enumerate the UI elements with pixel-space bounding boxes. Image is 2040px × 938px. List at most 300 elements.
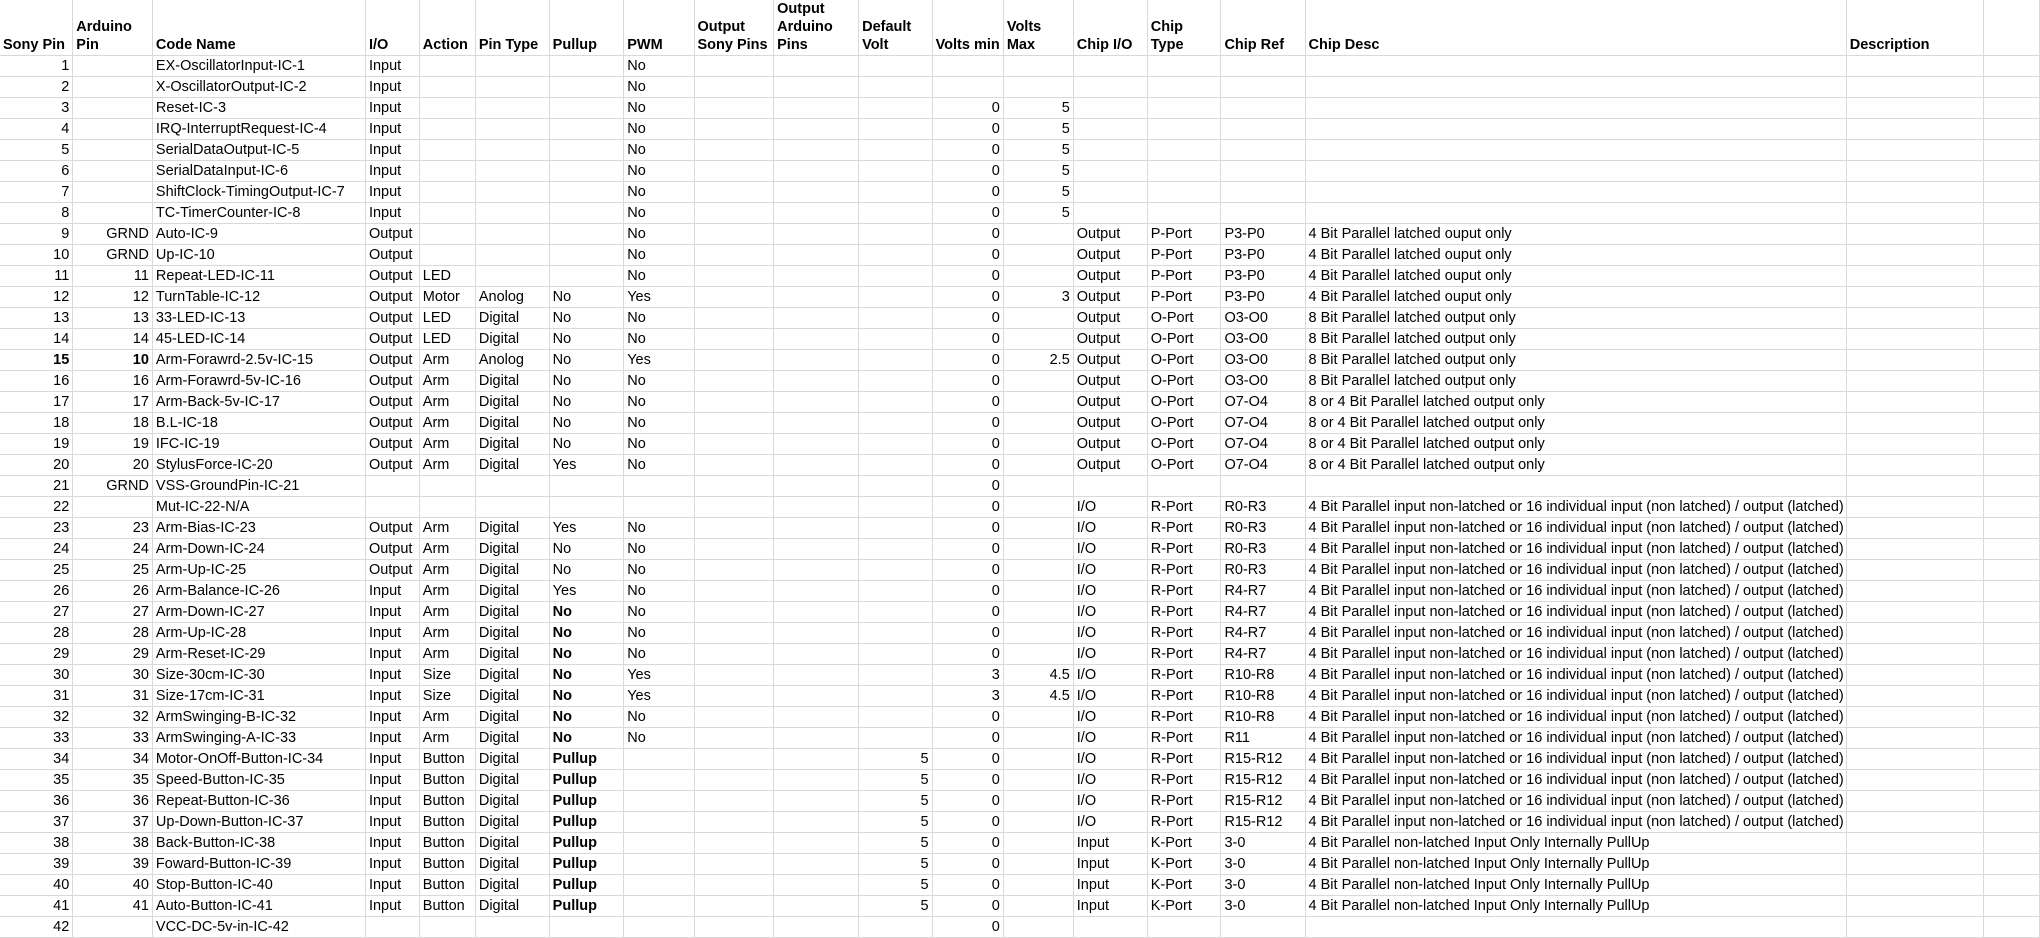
table-cell[interactable]: K-Port: [1147, 833, 1221, 854]
table-cell[interactable]: [1003, 434, 1073, 455]
table-cell[interactable]: 4 Bit Parallel input non-latched or 16 individual input (non latched) / output (latched): [1305, 686, 1846, 707]
table-cell[interactable]: K-Port: [1147, 854, 1221, 875]
table-cell[interactable]: Arm: [419, 602, 475, 623]
table-cell[interactable]: 32: [0, 707, 73, 728]
table-cell[interactable]: 4: [0, 119, 73, 140]
table-cell[interactable]: 0: [932, 854, 1003, 875]
table-cell[interactable]: [1983, 98, 2039, 119]
table-cell[interactable]: [859, 56, 932, 77]
table-cell[interactable]: [859, 728, 932, 749]
table-cell[interactable]: Digital: [475, 686, 549, 707]
table-cell[interactable]: Output: [1073, 434, 1147, 455]
table-cell[interactable]: 29: [0, 644, 73, 665]
table-cell[interactable]: Arm: [419, 434, 475, 455]
table-cell[interactable]: [1147, 182, 1221, 203]
table-cell[interactable]: 2: [0, 77, 73, 98]
table-cell[interactable]: [1983, 560, 2039, 581]
table-cell[interactable]: [475, 497, 549, 518]
table-cell[interactable]: 4 Bit Parallel input non-latched or 16 individual input (non latched) / output (latched): [1305, 644, 1846, 665]
table-cell[interactable]: Arm: [419, 392, 475, 413]
table-cell[interactable]: [859, 77, 932, 98]
table-cell[interactable]: Input: [365, 203, 419, 224]
table-cell[interactable]: [774, 833, 859, 854]
table-cell[interactable]: Size-17cm-IC-31: [152, 686, 365, 707]
table-cell[interactable]: [859, 350, 932, 371]
table-cell[interactable]: 34: [73, 749, 153, 770]
table-cell[interactable]: Arm: [419, 371, 475, 392]
table-cell[interactable]: R15-R12: [1221, 812, 1305, 833]
table-cell[interactable]: [1003, 560, 1073, 581]
table-cell[interactable]: ArmSwinging-B-IC-32: [152, 707, 365, 728]
table-cell[interactable]: [774, 140, 859, 161]
table-cell[interactable]: [1147, 140, 1221, 161]
table-cell[interactable]: 8 or 4 Bit Parallel latched output only: [1305, 413, 1846, 434]
table-cell[interactable]: 3-0: [1221, 854, 1305, 875]
table-cell[interactable]: 5: [859, 833, 932, 854]
table-cell[interactable]: Output: [365, 539, 419, 560]
table-cell[interactable]: 8 or 4 Bit Parallel latched output only: [1305, 392, 1846, 413]
table-cell[interactable]: [549, 476, 624, 497]
table-cell[interactable]: [859, 308, 932, 329]
table-cell[interactable]: 3-0: [1221, 875, 1305, 896]
table-cell[interactable]: 25: [0, 560, 73, 581]
table-cell[interactable]: No: [624, 308, 694, 329]
table-cell[interactable]: Arm-Back-5v-IC-17: [152, 392, 365, 413]
table-cell[interactable]: [1003, 308, 1073, 329]
table-cell[interactable]: Pullup: [549, 854, 624, 875]
table-cell[interactable]: [1003, 770, 1073, 791]
table-cell[interactable]: [475, 224, 549, 245]
table-cell[interactable]: [1846, 749, 1983, 770]
table-cell[interactable]: [774, 476, 859, 497]
table-cell[interactable]: [694, 518, 774, 539]
table-cell[interactable]: [1983, 371, 2039, 392]
table-cell[interactable]: No: [549, 539, 624, 560]
table-cell[interactable]: O-Port: [1147, 308, 1221, 329]
table-cell[interactable]: Yes: [624, 686, 694, 707]
table-cell[interactable]: I/O: [1073, 749, 1147, 770]
table-cell[interactable]: [774, 371, 859, 392]
column-header[interactable]: I/O: [365, 0, 419, 56]
table-cell[interactable]: [1983, 203, 2039, 224]
table-cell[interactable]: TC-TimerCounter-IC-8: [152, 203, 365, 224]
table-cell[interactable]: [1846, 476, 1983, 497]
table-cell[interactable]: 35: [0, 770, 73, 791]
table-cell[interactable]: [1983, 812, 2039, 833]
table-cell[interactable]: [1846, 455, 1983, 476]
table-cell[interactable]: No: [624, 224, 694, 245]
table-cell[interactable]: [1305, 161, 1846, 182]
table-cell[interactable]: No: [624, 707, 694, 728]
table-cell[interactable]: O-Port: [1147, 371, 1221, 392]
table-cell[interactable]: GRND: [73, 245, 153, 266]
table-cell[interactable]: K-Port: [1147, 896, 1221, 917]
table-cell[interactable]: 5: [859, 770, 932, 791]
table-cell[interactable]: R-Port: [1147, 644, 1221, 665]
table-cell[interactable]: 41: [0, 896, 73, 917]
table-cell[interactable]: [694, 644, 774, 665]
table-cell[interactable]: [694, 98, 774, 119]
table-cell[interactable]: [549, 77, 624, 98]
table-cell[interactable]: Digital: [475, 413, 549, 434]
table-cell[interactable]: 30: [73, 665, 153, 686]
table-cell[interactable]: 33: [73, 728, 153, 749]
table-cell[interactable]: Up-Down-Button-IC-37: [152, 812, 365, 833]
table-cell[interactable]: Button: [419, 791, 475, 812]
table-cell[interactable]: 4 Bit Parallel input non-latched or 16 individual input (non latched) / output (latched): [1305, 497, 1846, 518]
table-cell[interactable]: [1003, 455, 1073, 476]
table-cell[interactable]: [1983, 434, 2039, 455]
table-cell[interactable]: No: [549, 434, 624, 455]
table-cell[interactable]: Input: [365, 182, 419, 203]
table-cell[interactable]: No: [624, 518, 694, 539]
table-cell[interactable]: No: [624, 77, 694, 98]
table-cell[interactable]: 4 Bit Parallel latched ouput only: [1305, 224, 1846, 245]
table-cell[interactable]: VCC-DC-5v-in-IC-42: [152, 917, 365, 938]
column-header[interactable]: Arduino Pin: [73, 0, 153, 56]
table-cell[interactable]: [1846, 791, 1983, 812]
table-cell[interactable]: Output: [1073, 287, 1147, 308]
table-cell[interactable]: [1003, 602, 1073, 623]
table-cell[interactable]: [774, 203, 859, 224]
table-cell[interactable]: 28: [73, 623, 153, 644]
table-cell[interactable]: [859, 581, 932, 602]
table-cell[interactable]: [1983, 455, 2039, 476]
table-cell[interactable]: 4.5: [1003, 665, 1073, 686]
table-cell[interactable]: [1983, 707, 2039, 728]
table-cell[interactable]: [694, 56, 774, 77]
table-cell[interactable]: R0-R3: [1221, 539, 1305, 560]
table-cell[interactable]: 4 Bit Parallel input non-latched or 16 individual input (non latched) / output (latched): [1305, 791, 1846, 812]
table-cell[interactable]: [549, 56, 624, 77]
table-cell[interactable]: 0: [932, 518, 1003, 539]
table-cell[interactable]: I/O: [1073, 560, 1147, 581]
table-cell[interactable]: Digital: [475, 896, 549, 917]
table-cell[interactable]: [694, 917, 774, 938]
table-cell[interactable]: [624, 497, 694, 518]
table-cell[interactable]: [694, 896, 774, 917]
table-cell[interactable]: [73, 119, 153, 140]
table-cell[interactable]: [419, 119, 475, 140]
table-cell[interactable]: [1003, 581, 1073, 602]
table-cell[interactable]: Arm-Forawrd-2.5v-IC-15: [152, 350, 365, 371]
table-cell[interactable]: 36: [73, 791, 153, 812]
table-cell[interactable]: I/O: [1073, 602, 1147, 623]
table-cell[interactable]: R-Port: [1147, 602, 1221, 623]
column-header[interactable]: Description: [1846, 0, 1983, 56]
table-cell[interactable]: [774, 812, 859, 833]
table-cell[interactable]: [1846, 623, 1983, 644]
table-cell[interactable]: [1073, 119, 1147, 140]
table-cell[interactable]: [1003, 476, 1073, 497]
table-cell[interactable]: [859, 98, 932, 119]
table-cell[interactable]: [1003, 245, 1073, 266]
table-cell[interactable]: 31: [0, 686, 73, 707]
table-cell[interactable]: [1003, 224, 1073, 245]
table-cell[interactable]: O7-O4: [1221, 455, 1305, 476]
table-cell[interactable]: Output: [365, 560, 419, 581]
table-cell[interactable]: [475, 98, 549, 119]
table-cell[interactable]: 0: [932, 245, 1003, 266]
table-cell[interactable]: Yes: [624, 350, 694, 371]
table-cell[interactable]: Arm-Down-IC-27: [152, 602, 365, 623]
table-cell[interactable]: 24: [0, 539, 73, 560]
table-cell[interactable]: [1003, 518, 1073, 539]
column-header[interactable]: Default Volt: [859, 0, 932, 56]
table-cell[interactable]: [365, 476, 419, 497]
table-cell[interactable]: R-Port: [1147, 518, 1221, 539]
table-cell[interactable]: Digital: [475, 875, 549, 896]
table-cell[interactable]: Stop-Button-IC-40: [152, 875, 365, 896]
table-cell[interactable]: Input: [365, 140, 419, 161]
table-cell[interactable]: [1846, 350, 1983, 371]
table-cell[interactable]: Digital: [475, 434, 549, 455]
table-cell[interactable]: [1983, 161, 2039, 182]
table-cell[interactable]: Output: [1073, 350, 1147, 371]
table-cell[interactable]: [694, 854, 774, 875]
table-cell[interactable]: Input: [365, 161, 419, 182]
table-cell[interactable]: 19: [73, 434, 153, 455]
table-cell[interactable]: [694, 833, 774, 854]
table-cell[interactable]: Input: [1073, 875, 1147, 896]
table-cell[interactable]: R-Port: [1147, 539, 1221, 560]
table-cell[interactable]: Output: [365, 308, 419, 329]
table-cell[interactable]: 0: [932, 791, 1003, 812]
table-cell[interactable]: [774, 329, 859, 350]
table-cell[interactable]: 13: [73, 308, 153, 329]
table-cell[interactable]: IRQ-InterruptRequest-IC-4: [152, 119, 365, 140]
table-cell[interactable]: Speed-Button-IC-35: [152, 770, 365, 791]
table-cell[interactable]: 0: [932, 350, 1003, 371]
table-cell[interactable]: 16: [73, 371, 153, 392]
table-cell[interactable]: I/O: [1073, 497, 1147, 518]
table-cell[interactable]: [1073, 98, 1147, 119]
table-cell[interactable]: Digital: [475, 812, 549, 833]
table-cell[interactable]: [1983, 623, 2039, 644]
table-cell[interactable]: Digital: [475, 602, 549, 623]
table-cell[interactable]: [774, 56, 859, 77]
table-cell[interactable]: [694, 140, 774, 161]
table-cell[interactable]: [475, 203, 549, 224]
table-cell[interactable]: [694, 539, 774, 560]
table-cell[interactable]: Input: [365, 749, 419, 770]
table-cell[interactable]: [1846, 224, 1983, 245]
table-cell[interactable]: [694, 392, 774, 413]
table-cell[interactable]: [1305, 119, 1846, 140]
column-header[interactable]: Pin Type: [475, 0, 549, 56]
table-cell[interactable]: Digital: [475, 665, 549, 686]
table-cell[interactable]: [1846, 539, 1983, 560]
table-cell[interactable]: [73, 140, 153, 161]
table-cell[interactable]: [694, 224, 774, 245]
table-cell[interactable]: [549, 119, 624, 140]
table-cell[interactable]: No: [624, 392, 694, 413]
table-cell[interactable]: 0: [932, 371, 1003, 392]
table-cell[interactable]: Input: [365, 896, 419, 917]
table-cell[interactable]: 5: [1003, 140, 1073, 161]
table-cell[interactable]: 3: [932, 686, 1003, 707]
table-cell[interactable]: 0: [932, 728, 1003, 749]
table-cell[interactable]: Input: [1073, 896, 1147, 917]
table-cell[interactable]: [1983, 875, 2039, 896]
table-cell[interactable]: Digital: [475, 770, 549, 791]
table-cell[interactable]: R-Port: [1147, 791, 1221, 812]
table-cell[interactable]: [774, 413, 859, 434]
table-cell[interactable]: R-Port: [1147, 728, 1221, 749]
table-cell[interactable]: Output: [1073, 308, 1147, 329]
table-cell[interactable]: Pullup: [549, 896, 624, 917]
table-cell[interactable]: Repeat-LED-IC-11: [152, 266, 365, 287]
table-cell[interactable]: Digital: [475, 833, 549, 854]
table-cell[interactable]: [1003, 644, 1073, 665]
table-cell[interactable]: [774, 98, 859, 119]
table-cell[interactable]: [694, 707, 774, 728]
table-cell[interactable]: 5: [859, 875, 932, 896]
table-cell[interactable]: [859, 140, 932, 161]
table-cell[interactable]: 5: [859, 812, 932, 833]
table-cell[interactable]: [1983, 266, 2039, 287]
table-cell[interactable]: Input: [365, 119, 419, 140]
table-cell[interactable]: [73, 182, 153, 203]
table-cell[interactable]: 0: [932, 182, 1003, 203]
table-cell[interactable]: Pullup: [549, 791, 624, 812]
table-cell[interactable]: [1221, 98, 1305, 119]
table-cell[interactable]: P3-P0: [1221, 266, 1305, 287]
table-cell[interactable]: 0: [932, 476, 1003, 497]
table-cell[interactable]: No: [624, 203, 694, 224]
table-cell[interactable]: 33-LED-IC-13: [152, 308, 365, 329]
table-cell[interactable]: [1983, 833, 2039, 854]
table-cell[interactable]: [1003, 497, 1073, 518]
table-cell[interactable]: 4 Bit Parallel non-latched Input Only Internally PullUp: [1305, 896, 1846, 917]
table-cell[interactable]: [1846, 56, 1983, 77]
table-cell[interactable]: No: [549, 287, 624, 308]
table-cell[interactable]: [475, 182, 549, 203]
table-cell[interactable]: Yes: [624, 287, 694, 308]
table-cell[interactable]: [1003, 329, 1073, 350]
table-cell[interactable]: 2.5: [1003, 350, 1073, 371]
table-cell[interactable]: Output: [365, 518, 419, 539]
table-cell[interactable]: [774, 161, 859, 182]
table-cell[interactable]: [73, 56, 153, 77]
table-cell[interactable]: [1983, 413, 2039, 434]
table-cell[interactable]: [1221, 917, 1305, 938]
table-cell[interactable]: [774, 392, 859, 413]
table-cell[interactable]: [73, 203, 153, 224]
table-cell[interactable]: Output: [365, 224, 419, 245]
table-cell[interactable]: 6: [0, 161, 73, 182]
column-header[interactable]: Pullup: [549, 0, 624, 56]
table-cell[interactable]: 0: [932, 392, 1003, 413]
table-cell[interactable]: 34: [0, 749, 73, 770]
table-cell[interactable]: [774, 896, 859, 917]
table-cell[interactable]: [1846, 371, 1983, 392]
table-cell[interactable]: 0: [932, 455, 1003, 476]
table-cell[interactable]: Size-30cm-IC-30: [152, 665, 365, 686]
table-cell[interactable]: No: [549, 644, 624, 665]
table-cell[interactable]: [1003, 392, 1073, 413]
table-cell[interactable]: 3-0: [1221, 833, 1305, 854]
table-cell[interactable]: 0: [932, 644, 1003, 665]
table-cell[interactable]: [549, 266, 624, 287]
table-cell[interactable]: Input: [365, 833, 419, 854]
column-header[interactable]: Output Sony Pins: [694, 0, 774, 56]
table-cell[interactable]: O7-O4: [1221, 392, 1305, 413]
table-cell[interactable]: Input: [365, 98, 419, 119]
column-header[interactable]: Volts min: [932, 0, 1003, 56]
table-cell[interactable]: Digital: [475, 560, 549, 581]
table-cell[interactable]: 11: [0, 266, 73, 287]
table-cell[interactable]: No: [624, 455, 694, 476]
table-cell[interactable]: Yes: [549, 518, 624, 539]
table-cell[interactable]: [1846, 140, 1983, 161]
table-cell[interactable]: [1003, 56, 1073, 77]
table-cell[interactable]: [1846, 392, 1983, 413]
table-cell[interactable]: [1147, 476, 1221, 497]
table-cell[interactable]: Arm: [419, 728, 475, 749]
table-cell[interactable]: [859, 455, 932, 476]
table-cell[interactable]: Input: [1073, 833, 1147, 854]
table-cell[interactable]: [774, 875, 859, 896]
table-cell[interactable]: [1983, 791, 2039, 812]
table-cell[interactable]: 36: [0, 791, 73, 812]
table-cell[interactable]: 5: [859, 749, 932, 770]
table-cell[interactable]: Button: [419, 770, 475, 791]
table-cell[interactable]: Motor: [419, 287, 475, 308]
table-cell[interactable]: [859, 602, 932, 623]
table-cell[interactable]: Pullup: [549, 812, 624, 833]
table-cell[interactable]: [549, 98, 624, 119]
table-cell[interactable]: Output: [365, 392, 419, 413]
table-cell[interactable]: 5: [1003, 119, 1073, 140]
table-cell[interactable]: [1305, 98, 1846, 119]
table-cell[interactable]: [1846, 119, 1983, 140]
table-cell[interactable]: 0: [932, 161, 1003, 182]
table-cell[interactable]: [1003, 812, 1073, 833]
table-cell[interactable]: [774, 728, 859, 749]
table-cell[interactable]: I/O: [1073, 728, 1147, 749]
table-cell[interactable]: 33: [0, 728, 73, 749]
table-cell[interactable]: [774, 623, 859, 644]
table-cell[interactable]: No: [624, 371, 694, 392]
table-cell[interactable]: 4 Bit Parallel input non-latched or 16 individual input (non latched) / output (latched): [1305, 623, 1846, 644]
table-cell[interactable]: 4 Bit Parallel non-latched Input Only Internally PullUp: [1305, 833, 1846, 854]
table-cell[interactable]: Input: [365, 707, 419, 728]
table-cell[interactable]: 0: [932, 287, 1003, 308]
table-cell[interactable]: P-Port: [1147, 287, 1221, 308]
table-cell[interactable]: No: [624, 581, 694, 602]
table-cell[interactable]: Output: [1073, 329, 1147, 350]
table-cell[interactable]: 5: [0, 140, 73, 161]
table-cell[interactable]: [1983, 329, 2039, 350]
table-cell[interactable]: R0-R3: [1221, 518, 1305, 539]
column-header[interactable]: Chip Ref: [1221, 0, 1305, 56]
table-cell[interactable]: [1305, 182, 1846, 203]
table-cell[interactable]: [365, 497, 419, 518]
table-cell[interactable]: [694, 77, 774, 98]
table-cell[interactable]: [1003, 707, 1073, 728]
table-cell[interactable]: Input: [365, 770, 419, 791]
table-cell[interactable]: Output: [365, 287, 419, 308]
table-cell[interactable]: [1983, 350, 2039, 371]
table-cell[interactable]: Digital: [475, 371, 549, 392]
table-cell[interactable]: Button: [419, 812, 475, 833]
table-cell[interactable]: Arm: [419, 455, 475, 476]
table-cell[interactable]: R10-R8: [1221, 686, 1305, 707]
table-cell[interactable]: Digital: [475, 455, 549, 476]
table-cell[interactable]: Output: [365, 329, 419, 350]
table-cell[interactable]: 4 Bit Parallel input non-latched or 16 individual input (non latched) / output (latched): [1305, 749, 1846, 770]
